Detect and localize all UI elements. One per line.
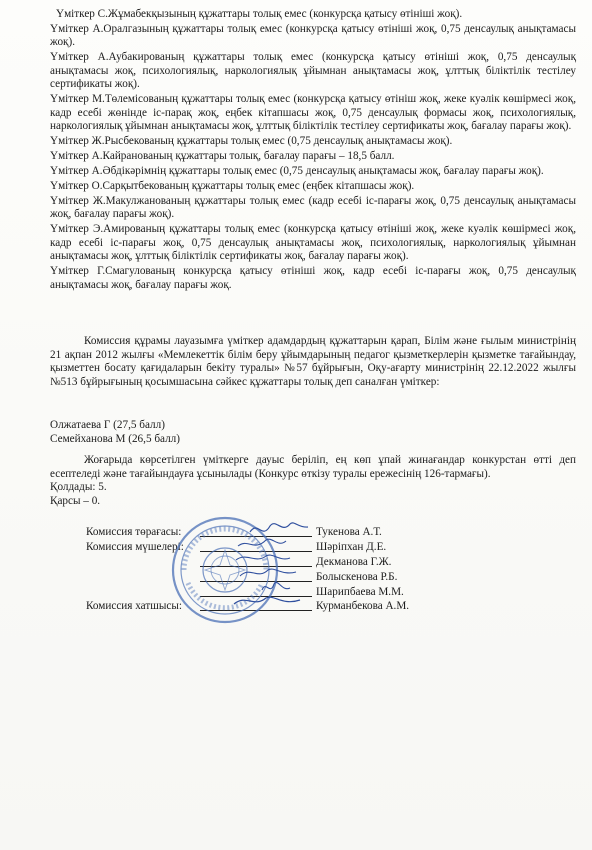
selected-candidate: Олжатаева Г (27,5 балл): [50, 419, 165, 431]
recommendation-text: Жоғарыда көрсетілген үміткерге дауыс беріліп, ең көп ұпай жинағандар конкурстан өтті деп есептеледі және тағайындауға ұсынылады (Конкурс өткізу туралы ережесінің 126-тармағы).: [50, 454, 576, 480]
candidate-list: [50, 8, 576, 294]
signature-row: [0, 571, 592, 585]
candidate-entry: Үміткер М.Төлемісованың құжаттары толық емес (конкурсқа қатысу өтініш жоқ, жеке куәлік көшірмесі жоқ, кадр есебі жөнінде іс-парақ жоқ, еңбек кітапшасы жоқ, 0,75 денсаулық формасы жоқ, психологиялық, наркологиялық ұйымнан анықтамасы жоқ, ұлттық біліктілік тестілеу сертификаты жоқ, бағалау парағы жоқ).: [50, 93, 576, 133]
candidate-entry: Үміткер С.Жұмабекқызының құжаттары толық емес (конкурсқа қатысу өтініші жоқ).: [56, 8, 463, 20]
signature-block: [0, 526, 592, 616]
candidate-entry: Үміткер О.Сарқытбекованың құжаттары толық емес (еңбек кітапшасы жоқ).: [50, 180, 415, 193]
votes-for: Қолдады: 5.: [50, 481, 107, 494]
signature-role: Комиссия хатшысы:: [86, 600, 182, 612]
recommendation-block: [50, 454, 576, 508]
signature-line: [200, 551, 312, 552]
signature-line: [200, 536, 312, 537]
candidate-entry: Үміткер Ж.Макулжанованың құжаттары толық емес (кадр есебі іс-парағы жоқ, 0,75 денсаулық анықтамасы жоқ, бағалау парағы жоқ).: [50, 195, 576, 221]
candidate-entry: Үміткер Э.Амированың құжаттары толық емес (конкурсқа қатысу өтініші жоқ, жеке куәлік көшірмесі жоқ, кадр есебі іс-парағы жоқ, 0,75 денсаулық анықтамасы жоқ, психологиялық, наркологиялық ұйымнан анықтамасы жоқ, ұлттық біліктілік сертификаты жоқ, бағалау парағы жоқ).: [50, 223, 576, 263]
signature-role: Комиссия төрағасы:: [86, 526, 182, 538]
selected-candidate: Семейханова М (26,5 балл): [50, 433, 180, 446]
candidate-entry: Үміткер А.Аубакированың құжаттары толық емес (конкурсқа қатысу өтініші жоқ, 0,75 денсаулық анықтамасы жоқ, психологиялық, наркологиялық ұйымнан анықтамасы жоқ, ұлттық біліктілік тестілеу сертификаты жоқ).: [50, 51, 576, 91]
signature-row: [0, 541, 592, 555]
signature-line: [200, 596, 312, 597]
signature-row: [0, 556, 592, 570]
candidate-entry: Үміткер А.Әбдікәрімнің құжаттары толық емес (0,75 денсаулық анықтамасы жоқ, бағалау парағы жоқ).: [50, 165, 544, 178]
candidate-entry: Үміткер Г.Смагулованың конкурсқа қатысу өтініші жоқ, кадр есебі іс-парағы жоқ, 0,75 денсаулық анықтамасы жоқ, бағалау парағы жоқ.: [50, 265, 576, 291]
signature-row: [0, 586, 592, 600]
signature-row: [0, 526, 592, 540]
signature-line: [200, 581, 312, 582]
commission-decision: Комиссия құрамы лауазымға үміткер адамдардың құжаттарын қарап, Білім және ғылым министрінің 21 ақпан 2012 жылғы «Мемлекеттік білім беру ұйымдарының педагог қызметкерлерін қызметке тағайындау, қызметтен босату қағидаларын бекіту туралы» №57 бұйрығын, Оқу-ағарту министрінің 22.12.2022 жылғы №513 бұйрығының қосымшасына сәйкес құжаттары толық деп саналған үміткер:: [50, 335, 576, 388]
signature-name: Декманова Г.Ж.: [316, 556, 392, 568]
signature-line: [200, 610, 312, 611]
candidate-entry: Үміткер Ж.Рысбекованың құжаттары толық емес (0,75 денсаулық анықтамасы жоқ).: [50, 135, 453, 148]
candidate-entry: Үміткер А.Оралгазының құжаттары толық емес (конкурсқа қатысу өтініші жоқ, 0,75 денсаулық анықтамасы жоқ).: [50, 23, 576, 49]
candidate-entry: Үміткер А.Кайранованың құжаттары толық, бағалау парағы – 18,5 балл.: [50, 150, 395, 163]
signature-name: Тукенова А.Т.: [316, 526, 382, 538]
signature-name: Болыскенова Р.Б.: [316, 571, 398, 583]
signature-name: Шарипбаева М.М.: [316, 586, 404, 598]
signature-row: [0, 600, 592, 614]
selected-candidates: [50, 418, 350, 446]
signature-name: Курманбекова А.М.: [316, 600, 410, 612]
signature-line: [200, 566, 312, 567]
signature-name: Шәріпхан Д.Е.: [316, 541, 387, 553]
signature-role: Комиссия мүшелері:: [86, 541, 184, 553]
votes-against: Қарсы – 0.: [50, 494, 101, 507]
